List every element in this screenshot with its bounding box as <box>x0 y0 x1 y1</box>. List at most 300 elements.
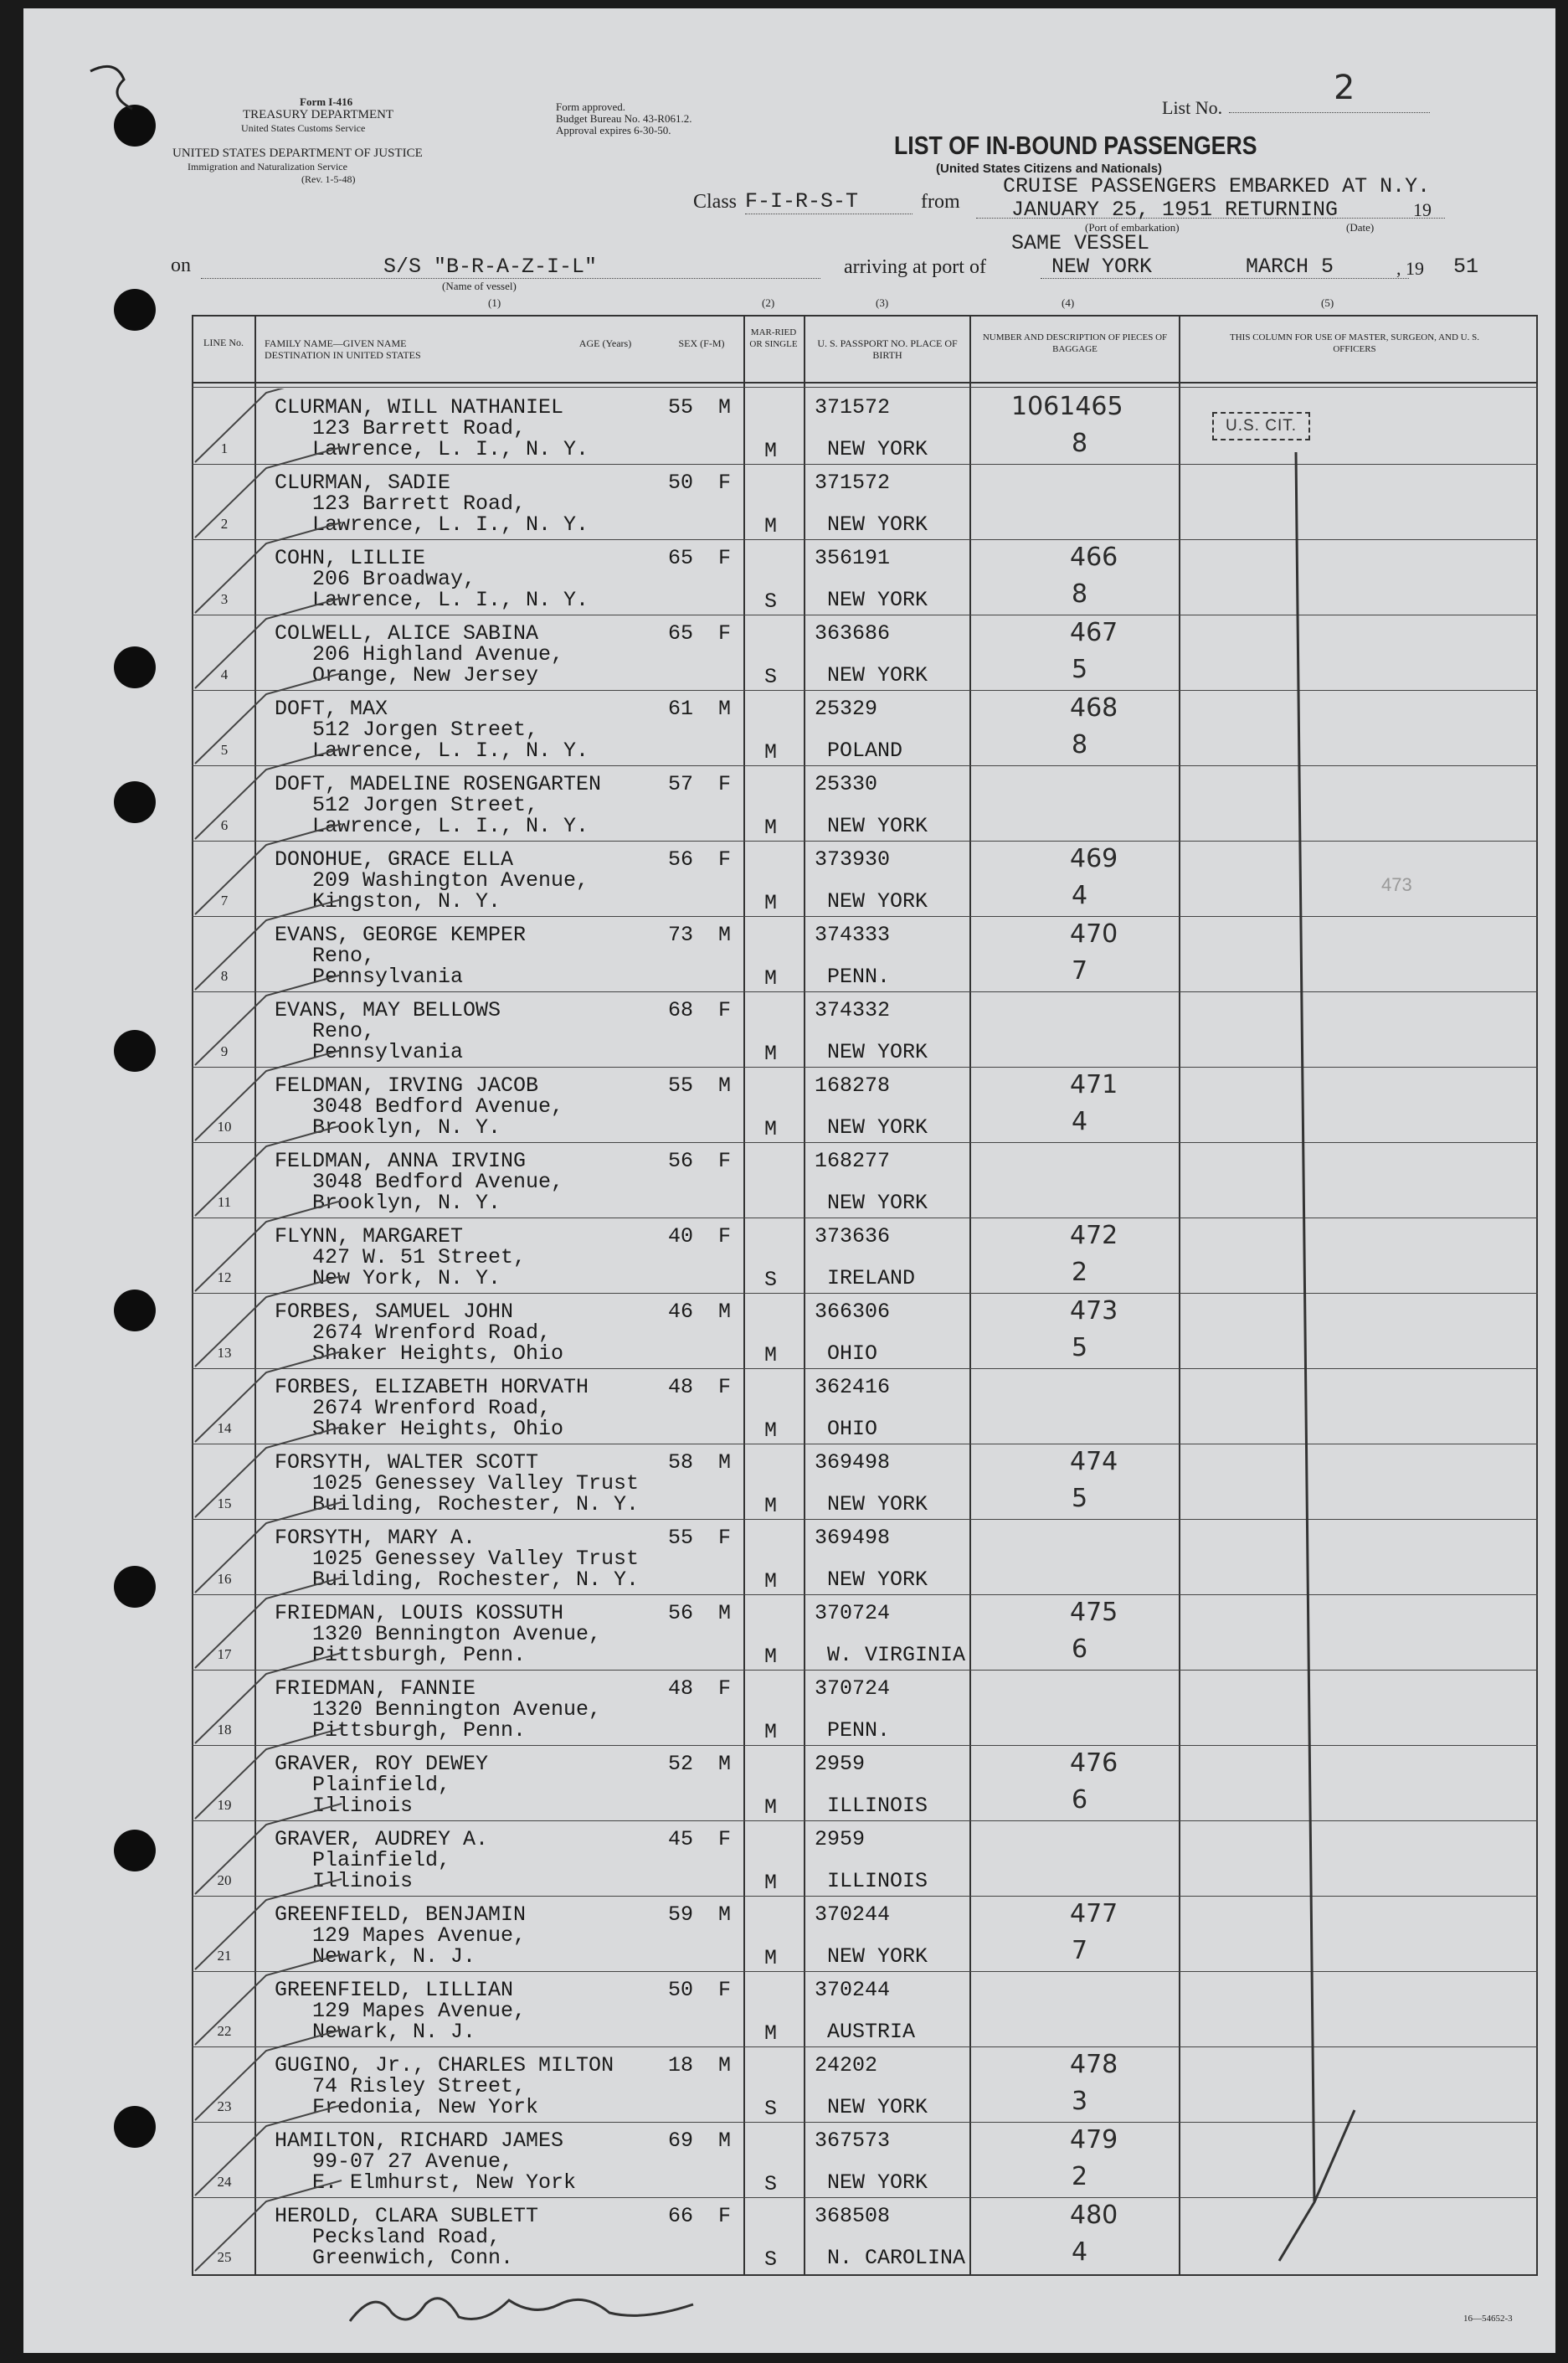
age: 52 <box>668 1752 694 1776</box>
passport-number: 2959 <box>815 1827 866 1851</box>
immigration-label: Immigration and Naturalization Service <box>188 161 347 172</box>
col-header-age: AGE (Years) <box>578 337 632 349</box>
marital-status: M <box>764 1042 778 1066</box>
marital-status: M <box>764 1946 778 1970</box>
passport-number: 373636 <box>815 1224 891 1248</box>
address-line-2: Lawrence, L. I., N. Y. <box>312 588 589 612</box>
sex: M <box>718 923 732 947</box>
passenger-name: FORBES, SAMUEL JOHN <box>275 1300 514 1324</box>
line-number: 22 <box>217 2023 232 2039</box>
line-number: 12 <box>217 1269 232 1285</box>
passenger-name: EVANS, MAY BELLOWS <box>275 998 501 1022</box>
passport-number: 373930 <box>815 847 891 872</box>
sex: F <box>718 1224 732 1248</box>
sex: F <box>718 998 732 1022</box>
address-line-2: Illinois <box>312 1869 414 1893</box>
col-divider <box>1179 315 1180 2276</box>
line-number: 20 <box>217 1872 232 1888</box>
passport-number: 367573 <box>815 2129 891 2153</box>
embark-line-2: JANUARY 25, 1951 RETURNING <box>1011 198 1339 222</box>
baggage-pieces: 6 <box>1072 1635 1088 1664</box>
passenger-name: FLYNN, MARGARET <box>275 1224 464 1248</box>
marital-status: M <box>764 816 778 840</box>
place-of-birth: NEW YORK <box>827 1492 928 1516</box>
sex: F <box>718 2204 732 2228</box>
marital-status: M <box>764 1418 778 1443</box>
address-line-2: E. Elmhurst, New York <box>312 2170 577 2195</box>
passenger-name: DOFT, MAX <box>275 697 388 721</box>
line-number: 25 <box>217 2249 232 2265</box>
marital-status: M <box>764 1795 778 1820</box>
baggage-pieces: 2 <box>1072 2162 1088 2191</box>
passenger-name: FELDMAN, IRVING JACOB <box>275 1073 539 1098</box>
place-of-birth: NEW YORK <box>827 1944 928 1969</box>
age: 58 <box>668 1450 694 1475</box>
baggage-pieces: 5 <box>1072 655 1088 684</box>
col-header-officers: THIS COLUMN FOR USE OF MASTER, SURGEON, AND U. S. OFFICERS <box>1230 332 1479 354</box>
age: 55 <box>668 1526 694 1550</box>
tick-mark <box>195 1728 342 1819</box>
marital-status: S <box>764 2172 778 2196</box>
age: 46 <box>668 1300 694 1324</box>
place-of-birth: POLAND <box>827 739 903 763</box>
address-line-1: Reno, <box>312 944 376 968</box>
header-row-divider <box>192 387 1538 388</box>
baggage-pieces: 2 <box>1072 1258 1088 1287</box>
col-header-line-no: LINE No. <box>203 337 244 348</box>
tick-mark <box>195 1502 342 1593</box>
page-title: LIST OF IN-BOUND PASSENGERS <box>894 131 1257 160</box>
passenger-name: GUGINO, Jr., CHARLES MILTON <box>275 2053 614 2077</box>
col-divider <box>743 315 745 2276</box>
passport-number: 369498 <box>815 1526 891 1550</box>
marital-status: M <box>764 966 778 991</box>
passenger-name: COHN, LILLIE <box>275 546 426 570</box>
marital-status: M <box>764 1569 778 1593</box>
place-of-birth: OHIO <box>827 1341 878 1366</box>
line-number: 5 <box>220 742 229 758</box>
tick-mark <box>195 2180 342 2271</box>
age: 56 <box>668 1149 694 1173</box>
address-line-1: 129 Mapes Avenue, <box>312 1999 527 2023</box>
baggage-pieces: 3 <box>1072 2087 1088 2116</box>
list-no-label: List No. <box>1162 97 1223 118</box>
tick-mark <box>195 2030 342 2120</box>
passenger-name: GRAVER, ROY DEWEY <box>275 1752 489 1776</box>
baggage-number: 469 <box>1070 844 1118 873</box>
marital-status: S <box>764 2247 778 2272</box>
vessel-name: S/S "B-R-A-Z-I-L" <box>383 255 598 279</box>
baggage-pieces: 7 <box>1072 956 1088 986</box>
line-number: 6 <box>220 817 229 833</box>
check-line-icon <box>1262 444 1363 2278</box>
baggage-number: 475 <box>1070 1598 1118 1627</box>
sex: F <box>718 1827 732 1851</box>
baggage-number: 476 <box>1070 1748 1118 1778</box>
line-number: 7 <box>220 893 229 909</box>
passport-number: 362416 <box>815 1375 891 1399</box>
address-line-1: 206 Highland Avenue, <box>312 642 564 667</box>
sex: M <box>718 1450 732 1475</box>
passport-number: 369498 <box>815 1450 891 1475</box>
tick-mark <box>195 1050 342 1140</box>
punch-hole <box>114 289 156 331</box>
tick-mark <box>195 1351 342 1442</box>
age: 40 <box>668 1224 694 1248</box>
address-line-1: 512 Jorgen Street, <box>312 793 539 817</box>
address-line-2: Orange, New Jersey <box>312 663 539 687</box>
place-of-birth: NEW YORK <box>827 2095 928 2119</box>
marital-status: S <box>764 2097 778 2121</box>
passport-number: 370724 <box>815 1676 891 1701</box>
punch-hole <box>114 1290 156 1331</box>
line-number: 3 <box>220 591 229 607</box>
tick-mark <box>195 1125 342 1216</box>
age: 55 <box>668 395 694 420</box>
list-no-blank <box>1229 112 1430 113</box>
age: 50 <box>668 1978 694 2002</box>
address-line-1: 209 Washington Avenue, <box>312 868 589 893</box>
tick-mark <box>195 1201 342 1291</box>
baggage-pieces: 8 <box>1072 730 1088 759</box>
col-divider <box>969 315 971 2276</box>
tick-mark <box>195 1804 342 1894</box>
baggage-number: 470 <box>1070 919 1118 949</box>
marital-status: S <box>764 665 778 689</box>
sex: F <box>718 546 732 570</box>
sex: F <box>718 1676 732 1701</box>
passport-number: 168277 <box>815 1149 891 1173</box>
sex: F <box>718 621 732 646</box>
address-line-2: New York, N. Y. <box>312 1266 501 1290</box>
punch-hole <box>114 1566 156 1608</box>
address-line-2: Building, Rochester, N. Y. <box>312 1492 640 1516</box>
address-line-2: Greenwich, Conn. <box>312 2246 514 2270</box>
address-line-1: 3048 Bedford Avenue, <box>312 1094 564 1119</box>
col-number-4: (4) <box>1062 296 1075 309</box>
baggage-number: 471 <box>1070 1070 1118 1099</box>
address-line-1: 2674 Wrenford Road, <box>312 1320 552 1345</box>
passport-number: 370244 <box>815 1902 891 1927</box>
justice-label: UNITED STATES DEPARTMENT OF JUSTICE <box>172 147 423 160</box>
address-line-1: 427 W. 51 Street, <box>312 1245 527 1269</box>
passenger-name: FORSYTH, WALTER SCOTT <box>275 1450 539 1475</box>
embark-line-1: CRUISE PASSENGERS EMBARKED AT N.Y. <box>1003 174 1431 198</box>
place-of-birth: NEW YORK <box>827 663 928 687</box>
age: 59 <box>668 1902 694 1927</box>
year-value: 51 <box>1453 255 1479 279</box>
passenger-name: FORBES, ELIZABETH HORVATH <box>275 1375 589 1399</box>
baggage-number: 479 <box>1070 2125 1118 2154</box>
address-line-1: 3048 Bedford Avenue, <box>312 1170 564 1194</box>
passport-number: 2959 <box>815 1752 866 1776</box>
col-header-married: MAR-RIED OR SINGLE <box>749 327 798 349</box>
line-number: 11 <box>217 1194 232 1210</box>
place-of-birth: N. CAROLINA <box>827 2246 966 2270</box>
year-label: , 19 <box>1396 258 1424 279</box>
line-number: 15 <box>217 1496 232 1511</box>
line-number: 17 <box>217 1646 232 1662</box>
line-number: 21 <box>217 1948 232 1964</box>
marital-status: M <box>764 1494 778 1518</box>
passenger-name: FORSYTH, MARY A. <box>275 1526 476 1550</box>
place-of-birth: NEW YORK <box>827 588 928 612</box>
place-of-birth: NEW YORK <box>827 814 928 838</box>
passenger-name: COLWELL, ALICE SABINA <box>275 621 539 646</box>
age: 55 <box>668 1073 694 1098</box>
place-of-birth: W. VIRGINIA <box>827 1643 966 1667</box>
place-of-birth: NEW YORK <box>827 1191 928 1215</box>
address-line-2: Lawrence, L. I., N. Y. <box>312 512 589 537</box>
sex: M <box>718 2053 732 2077</box>
line-number: 4 <box>220 667 229 682</box>
form-approved: Form approved. <box>556 100 626 113</box>
tick-mark <box>195 1276 342 1367</box>
revision-label: (Rev. 1-5-48) <box>301 173 356 185</box>
address-line-2: Pennsylvania <box>312 965 464 989</box>
address-line-1: 1320 Bennington Avenue, <box>312 1622 602 1646</box>
sex: F <box>718 471 732 495</box>
address-line-1: Plainfield, <box>312 1773 451 1797</box>
address-line-2: Illinois <box>312 1794 414 1818</box>
address-line-1: Reno, <box>312 1019 376 1043</box>
marital-status: M <box>764 1645 778 1669</box>
baggage-number: 474 <box>1070 1447 1118 1476</box>
baggage-number: 473 <box>1070 1296 1118 1326</box>
punch-hole <box>114 646 156 688</box>
class-label: Class <box>693 191 738 213</box>
marital-status: M <box>764 1117 778 1141</box>
page-subtitle: (United States Citizens and Nationals) <box>936 162 1163 176</box>
age: 56 <box>668 847 694 872</box>
sex: F <box>718 772 732 796</box>
address-line-1: 2674 Wrenford Road, <box>312 1396 552 1420</box>
passenger-name: GREENFIELD, LILLIAN <box>275 1978 514 2002</box>
baggage-number: 467 <box>1070 618 1118 647</box>
passport-number: 25330 <box>815 772 878 796</box>
col-number-2: (2) <box>762 296 775 309</box>
baggage-number: 477 <box>1070 1899 1118 1928</box>
address-line-2: Lawrence, L. I., N. Y. <box>312 739 589 763</box>
place-of-birth: OHIO <box>827 1417 878 1441</box>
baggage-number: 472 <box>1070 1221 1118 1250</box>
address-line-1: 74 Risley Street, <box>312 2074 527 2098</box>
passport-number: 366306 <box>815 1300 891 1324</box>
form-number: Form I-416 <box>300 95 353 108</box>
line-number: 8 <box>220 968 229 984</box>
tick-mark <box>195 673 342 764</box>
baggage-pieces: 5 <box>1072 1484 1088 1513</box>
place-of-birth: NEW YORK <box>827 437 928 461</box>
sex: M <box>718 1752 732 1776</box>
from-label: from <box>921 191 960 213</box>
age: 65 <box>668 546 694 570</box>
tick-mark <box>195 824 342 914</box>
address-line-2: Brooklyn, N. Y. <box>312 1115 501 1140</box>
place-of-birth: PENN. <box>827 965 891 989</box>
tick-mark <box>195 447 342 538</box>
line-number: 23 <box>217 2098 232 2114</box>
tick-mark <box>195 1653 342 1743</box>
address-line-2: Newark, N. J. <box>312 1944 476 1969</box>
us-citizen-stamp: U.S. CIT. <box>1212 412 1310 440</box>
header-row-divider <box>192 382 1538 384</box>
place-of-birth: NEW YORK <box>827 2170 928 2195</box>
baggage-pieces: 6 <box>1072 1785 1088 1815</box>
passport-number: 371572 <box>815 395 891 420</box>
place-of-birth: ILLINOIS <box>827 1794 928 1818</box>
age: 48 <box>668 1375 694 1399</box>
footer-code: 16—54652-3 <box>1463 2314 1513 2324</box>
marital-status: M <box>764 891 778 915</box>
address-line-2: Lawrence, L. I., N. Y. <box>312 437 589 461</box>
address-line-1: 512 Jorgen Street, <box>312 718 539 742</box>
passenger-name: GREENFIELD, BENJAMIN <box>275 1902 527 1927</box>
class-value: F-I-R-S-T <box>745 189 913 214</box>
sex: M <box>718 1073 732 1098</box>
marital-status: M <box>764 514 778 538</box>
age: 18 <box>668 2053 694 2077</box>
address-line-1: 206 Broadway, <box>312 567 476 591</box>
tick-mark <box>195 749 342 839</box>
line-number: 18 <box>217 1722 232 1738</box>
line-number: 24 <box>217 2174 232 2190</box>
passenger-name: CLURMAN, WILL NATHANIEL <box>275 395 564 420</box>
sex: M <box>718 1300 732 1324</box>
address-line-1: 123 Barrett Road, <box>312 492 527 516</box>
marital-status: M <box>764 1720 778 1744</box>
sex: M <box>718 395 732 420</box>
passenger-name: HAMILTON, RICHARD JAMES <box>275 2129 564 2153</box>
passenger-name: FRIEDMAN, FANNIE <box>275 1676 476 1701</box>
line-number: 2 <box>220 516 229 532</box>
tick-mark <box>195 1578 342 1668</box>
baggage-number: 1061465 <box>1011 392 1123 421</box>
passport-number: 168278 <box>815 1073 891 1098</box>
baggage-pieces: 8 <box>1072 429 1088 458</box>
line-number: 19 <box>217 1797 232 1813</box>
line-number: 9 <box>220 1043 229 1059</box>
tick-mark <box>195 523 342 613</box>
age: 48 <box>668 1676 694 1701</box>
marital-status: M <box>764 740 778 764</box>
address-line-2: Shaker Heights, Ohio <box>312 1341 564 1366</box>
marital-status: M <box>764 1871 778 1895</box>
age: 57 <box>668 772 694 796</box>
address-line-2: Kingston, N. Y. <box>312 889 501 914</box>
passport-number: 374332 <box>815 998 891 1022</box>
address-line-2: Pittsburgh, Penn. <box>312 1643 527 1667</box>
passenger-name: DOFT, MADELINE ROSENGARTEN <box>275 772 602 796</box>
vessel-caption: (Name of vessel) <box>442 280 517 292</box>
budget-bureau: Budget Bureau No. 43-R061.2. <box>556 112 692 125</box>
address-line-2: Fredonia, New York <box>312 2095 539 2119</box>
tick-mark <box>195 899 342 990</box>
address-line-1: Pecksland Road, <box>312 2225 501 2249</box>
treasury-label: TREASURY DEPARTMENT <box>243 108 394 121</box>
age: 50 <box>668 471 694 495</box>
sex: M <box>718 2129 732 2153</box>
passenger-name: HEROLD, CLARA SUBLETT <box>275 2204 539 2228</box>
manifest-sheet <box>23 8 1555 2353</box>
baggage-pieces: 4 <box>1072 881 1088 910</box>
address-line-2: Newark, N. J. <box>312 2020 476 2044</box>
arrival-date: MARCH 5 <box>1246 255 1334 279</box>
year-prefix: 19 <box>1413 199 1432 220</box>
tick-mark <box>195 1954 342 2045</box>
baggage-number: 468 <box>1070 693 1118 723</box>
from-blank <box>976 218 1445 219</box>
address-line-1: 1320 Bennington Avenue, <box>312 1697 602 1722</box>
age: 73 <box>668 923 694 947</box>
baggage-pieces: 5 <box>1072 1333 1088 1362</box>
passport-number: 371572 <box>815 471 891 495</box>
customs-label: United States Customs Service <box>241 122 366 134</box>
passport-number: 368508 <box>815 2204 891 2228</box>
age: 61 <box>668 697 694 721</box>
address-line-2: Shaker Heights, Ohio <box>312 1417 564 1441</box>
place-of-birth: NEW YORK <box>827 889 928 914</box>
address-line-2: Pittsburgh, Penn. <box>312 1718 527 1743</box>
tick-marks-icon <box>191 389 526 2314</box>
place-of-birth: NEW YORK <box>827 1040 928 1064</box>
tick-mark <box>195 2105 342 2196</box>
baggage-pieces: 4 <box>1072 2237 1088 2267</box>
col-header-destination: DESTINATION IN UNITED STATES <box>265 349 421 361</box>
address-line-1: 123 Barrett Road, <box>312 416 527 440</box>
baggage-pieces: 8 <box>1072 579 1088 609</box>
sex: F <box>718 1526 732 1550</box>
passenger-name: FELDMAN, ANNA IRVING <box>275 1149 527 1173</box>
port-embarkation-caption: (Port of embarkation) <box>1085 221 1180 234</box>
date-caption: (Date) <box>1346 221 1375 234</box>
address-line-1: 1025 Genessey Valley Trust <box>312 1547 640 1571</box>
approval-expires: Approval expires 6-30-50. <box>556 124 671 136</box>
line-number: 10 <box>217 1119 232 1135</box>
on-label: on <box>171 255 191 276</box>
arriving-label: arriving at port of <box>844 256 986 278</box>
passenger-name: DONOHUE, GRACE ELLA <box>275 847 514 872</box>
col-divider <box>804 315 805 2276</box>
col-header-baggage: NUMBER AND DESCRIPTION OF PIECES OF BAGGAGE <box>982 332 1168 354</box>
tick-mark <box>195 1427 342 1517</box>
col-header-passport: U. S. PASSPORT NO. PLACE OF BIRTH <box>817 337 958 361</box>
passport-number: 356191 <box>815 546 891 570</box>
line-number: 14 <box>217 1420 232 1436</box>
line-number: 16 <box>217 1571 232 1587</box>
age: 65 <box>668 621 694 646</box>
marital-status: S <box>764 589 778 614</box>
age: 68 <box>668 998 694 1022</box>
tick-mark <box>195 389 342 462</box>
sex: F <box>718 1978 732 2002</box>
marital-status: S <box>764 1268 778 1292</box>
passenger-name: CLURMAN, SADIE <box>275 471 451 495</box>
tick-mark <box>195 1879 342 1969</box>
punch-hole <box>114 2106 156 2148</box>
list-no-value: 2 <box>1334 69 1355 107</box>
corner-mark-icon <box>82 54 149 113</box>
line-number: 1 <box>220 440 229 456</box>
tick-mark <box>195 598 342 688</box>
passenger-name: GRAVER, AUDREY A. <box>275 1827 489 1851</box>
address-line-2: Lawrence, L. I., N. Y. <box>312 814 589 838</box>
sex: F <box>718 1149 732 1173</box>
passenger-name: EVANS, GEORGE KEMPER <box>275 923 527 947</box>
address-line-1: 129 Mapes Avenue, <box>312 1923 527 1948</box>
baggage-number: 466 <box>1070 543 1118 572</box>
marital-status: M <box>764 2021 778 2046</box>
